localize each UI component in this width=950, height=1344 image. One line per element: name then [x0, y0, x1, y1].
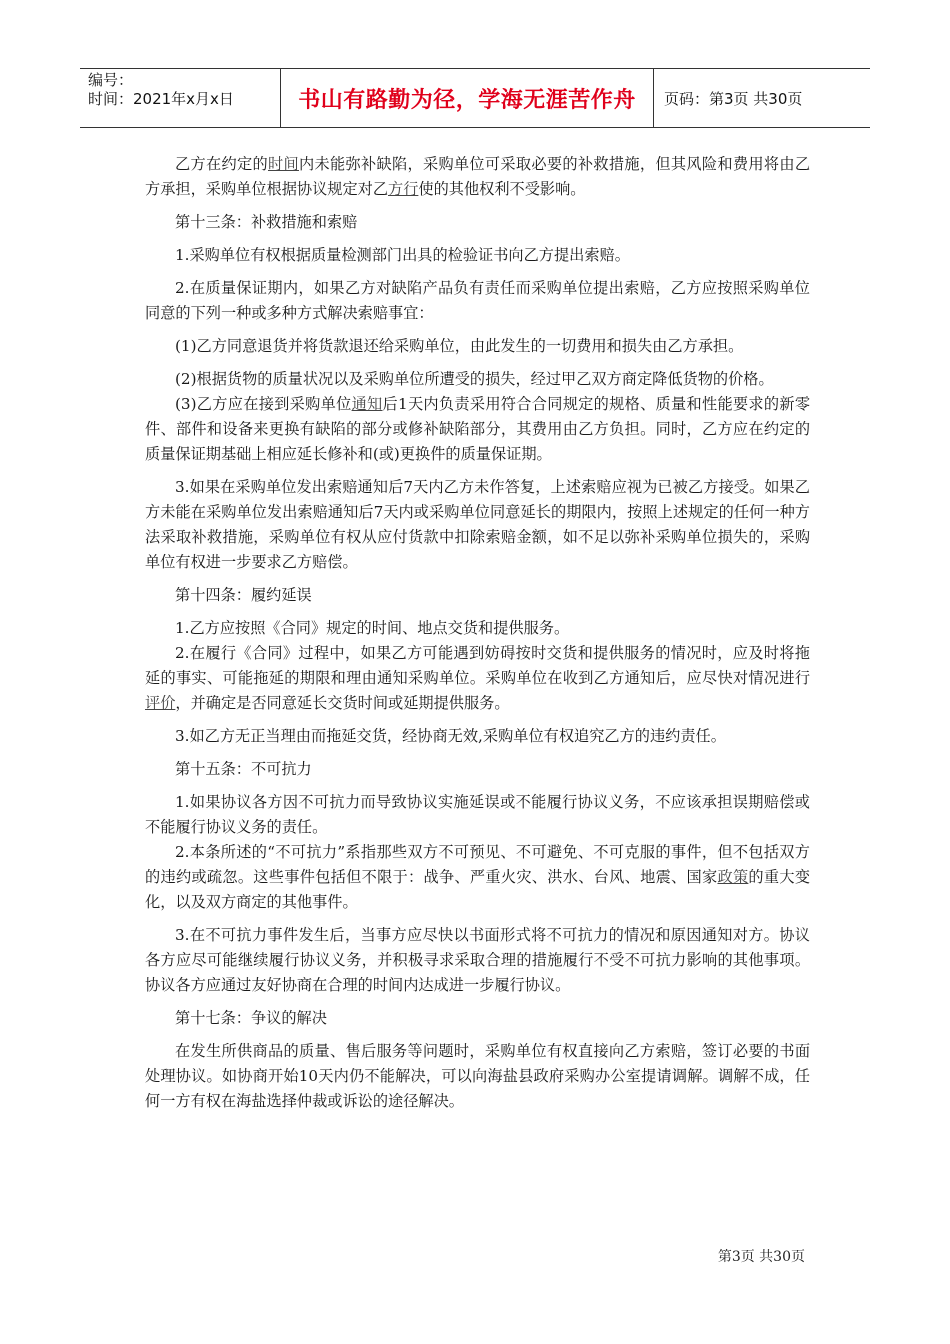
document-number: 编号： [88, 71, 134, 89]
paragraph: 1.如果协议各方因不可抗力而导致协议实施延误或不能履行协议义务，不应该承担误期赔偿或不能履行协议义务的责任。 [145, 793, 810, 836]
link-evaluation[interactable]: 评价 [145, 694, 176, 712]
page-footer: 第3页 共30页 [717, 1249, 805, 1265]
section-heading: 第十三条：补救措施和索赔 [175, 213, 358, 231]
link-notice[interactable]: 通知 [351, 395, 383, 413]
paragraph: 1.采购单位有权根据质量检测部门出具的检验证书向乙方提出索赔。 [175, 246, 630, 264]
paragraph: 2.在质量保证期内，如果乙方对缺陷产品负有责任而采购单位提出索赔，乙方应按照采购单位同意的下列一种或多种方式解决索赔事宜： [145, 279, 810, 322]
link-time[interactable]: 时间 [267, 155, 299, 173]
page-header [80, 68, 870, 128]
paragraph: 乙方在约定的时间内未能弥补缺陷，采购单位可采取必要的补救措施，但其风险和费用将由乙方承担，采购单位根据协议规定对乙方行使的其他权利不受影响。 [145, 155, 811, 198]
paragraph: 2.本条所述的“不可抗力”系指那些双方不可预见、不可避免、不可克服的事件，但不包括双方的违约或疏忽。这些事件包括但不限于：战争、严重火灾、洪水、台风、地震、国家政策的重大变化，以及双方商定的其他事件。 [145, 843, 811, 911]
section-heading: 第十七条：争议的解决 [175, 1009, 327, 1027]
paragraph: 在发生所供商品的质量、售后服务等问题时，采购单位有权直接向乙方索赔，签订必要的书面处理协议。如协商开始10天内仍不能解决，可以向海盐县政府采购办公室提请调解。调解不成，任何一方有权在海盐选择仲裁或诉讼的途径解决。 [145, 1042, 810, 1110]
section-heading: 第十五条：不可抗力 [175, 760, 312, 778]
paragraph: (2)根据货物的质量状况以及采购单位所遭受的损失，经过甲乙双方商定降低货物的价格。 [175, 370, 774, 388]
paragraph: (1)乙方同意退货并将货款退还给采购单位，由此发生的一切费用和损失由乙方承担。 [175, 337, 744, 355]
paragraph: (3)乙方应在接到采购单位通知后1天内负责采用符合合同规定的规格、质量和性能要求的新零件、部件和设备来更换有缺陷的部分或修补缺陷部分，其费用由乙方负担。同时，乙方应在约定的质量保证期基础上相应延长修补和(或)更换件的质量保证期。 [145, 395, 811, 463]
link-fangxing[interactable]: 方行 [388, 180, 419, 198]
header-motto: 书山有路勤为径，学海无涯苦作舟 [281, 69, 654, 127]
document-body [145, 152, 810, 1122]
paragraph: 1.乙方应按照《合同》规定的时间、地点交货和提供服务。 [175, 619, 570, 637]
paragraph: 3.如果在采购单位发出索赔通知后7天内乙方未作答复，上述索赔应视为已被乙方接受。如果乙方未能在采购单位发出索赔通知后7天内或采购单位同意延长的期限内，按照上述规定的任何一种方法采取补救措施，采购单位有权从应付货款中扣除索赔金额，如不足以弥补采购单位损失的，采购单位有权进一步要求乙方赔偿。 [145, 478, 810, 571]
paragraph: 3.在不可抗力事件发生后，当事方应尽快以书面形式将不可抗力的情况和原因通知对方。协议各方应尽可能继续履行协议义务，并积极寻求采取合理的措施履行不受不可抗力影响的其他事项。协议各方应通过友好协商在合理的时间内达成进一步履行协议。 [145, 926, 810, 994]
header-page-number: 页码：第3页 共30页 [664, 89, 803, 108]
document-date: 时间：2021年x月x日 [88, 90, 234, 108]
header-info [80, 69, 281, 127]
paragraph: 3.如乙方无正当理由而拖延交货，经协商无效,采购单位有权追究乙方的违约责任。 [175, 727, 726, 745]
section-heading: 第十四条：履约延误 [175, 586, 312, 604]
paragraph: 2.在履行《合同》过程中，如果乙方可能遇到妨碍按时交货和提供服务的情况时，应及时将拖延的事实、可能拖延的期限和理由通知采购单位。采购单位在收到乙方通知后，应尽快对情况进行评价，并确定是否同意延长交货时间或延期提供服务。 [145, 644, 810, 712]
link-policy[interactable]: 政策 [717, 868, 749, 886]
